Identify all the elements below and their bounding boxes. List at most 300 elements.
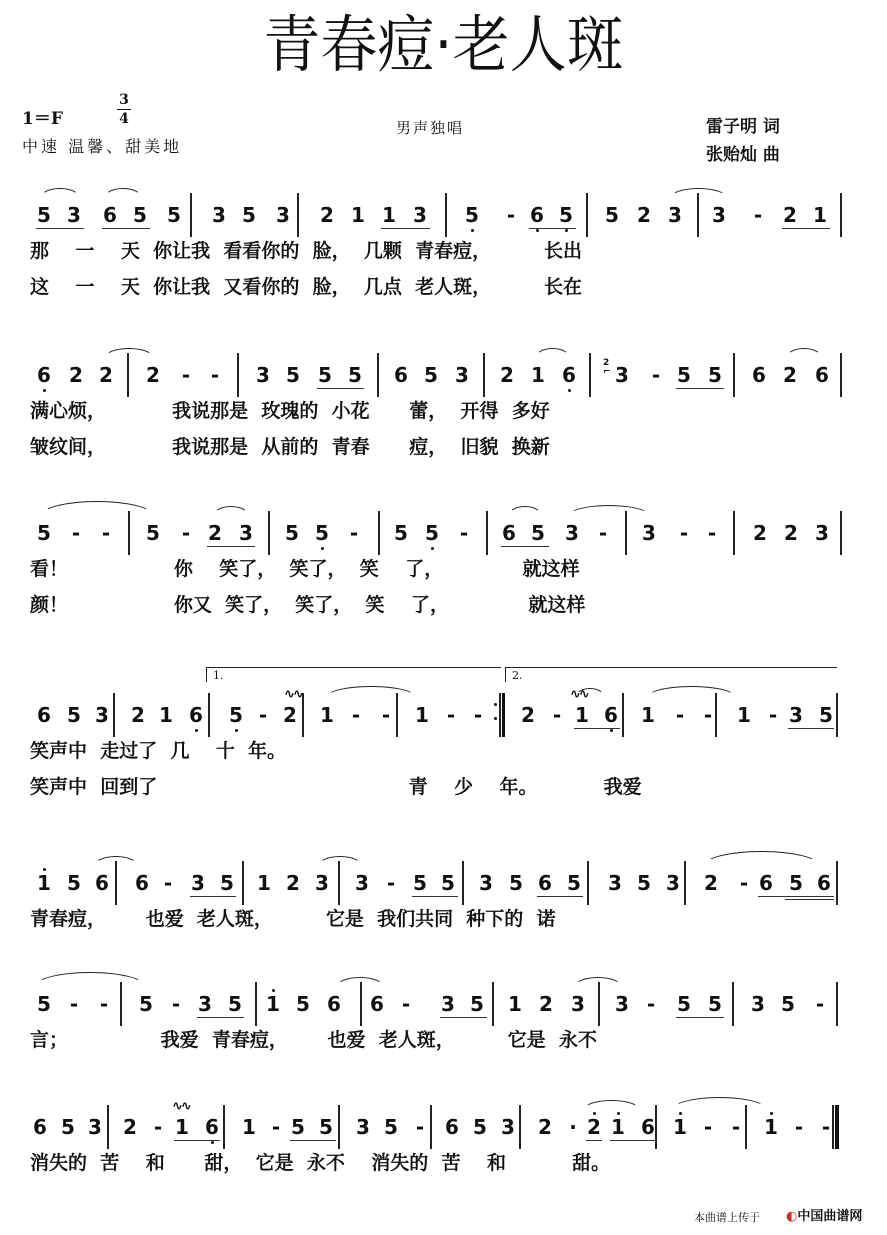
dash: -: [753, 203, 763, 227]
dash: -: [703, 1115, 713, 1139]
note: 5: [133, 203, 147, 227]
note: 5: [677, 992, 691, 1016]
barline: [486, 511, 488, 555]
note: 5: [285, 521, 299, 545]
logo-text: 中国曲谱网: [797, 1209, 863, 1224]
barline: [598, 982, 600, 1026]
note: 6: [752, 363, 766, 387]
note: 1: [265, 994, 281, 1014]
dash: -: [210, 363, 220, 387]
slur: [508, 506, 542, 516]
barline: [625, 511, 627, 555]
note: 3: [815, 521, 829, 545]
note: 5: [146, 521, 160, 545]
dash: -: [153, 1115, 163, 1139]
rhythm-underline: [785, 899, 834, 900]
note: 3: [191, 871, 205, 895]
note: 6: [815, 363, 829, 387]
note: 2: [783, 363, 797, 387]
rhythm-underline: [102, 228, 150, 229]
note: 6: [95, 871, 109, 895]
note: 1: [36, 873, 52, 893]
note: 1: [672, 1117, 688, 1137]
barline: [840, 193, 842, 237]
mordent-icon: ∿∿: [172, 1099, 190, 1114]
dash: -: [552, 703, 562, 727]
volta-bracket: [505, 667, 837, 682]
note: 5: [708, 363, 722, 387]
octave-up-dot: [679, 1112, 682, 1115]
dash: -: [181, 363, 191, 387]
barline: [732, 982, 734, 1026]
note: 2: [586, 1117, 602, 1137]
note: 2: [538, 1115, 552, 1139]
note: 5: [567, 871, 581, 895]
note: 3: [441, 992, 455, 1016]
note: 5: [424, 363, 438, 387]
barline: [733, 353, 735, 397]
barline: [223, 1105, 225, 1149]
note: 5: [413, 871, 427, 895]
dash: -: [794, 1115, 804, 1139]
note: 5: [348, 363, 362, 387]
dash: -: [386, 871, 396, 895]
dash: -: [707, 521, 717, 545]
barline: [378, 511, 380, 555]
barline: [338, 1105, 340, 1149]
note: 6: [502, 521, 516, 545]
barline: [360, 982, 362, 1026]
tempo-marking: 中速 温馨、甜美地: [22, 137, 183, 156]
note: 1: [737, 703, 751, 727]
dash: -: [446, 703, 456, 727]
note: 3: [615, 992, 629, 1016]
octave-down-dot: [610, 729, 613, 732]
rhythm-underline: [190, 896, 236, 897]
barline: [113, 693, 115, 737]
barline: [237, 353, 239, 397]
barline: [430, 1105, 432, 1149]
barline: [622, 693, 624, 737]
barline: [268, 511, 270, 555]
barline: [107, 1105, 109, 1149]
dash: -: [71, 521, 81, 545]
note: 6: [135, 871, 149, 895]
slur: [574, 977, 622, 987]
note: 1: [531, 363, 545, 387]
note: 2: [69, 363, 83, 387]
note: 5: [781, 992, 795, 1016]
note: 1: [257, 871, 271, 895]
octave-down-dot: [235, 729, 238, 732]
slur: [670, 188, 727, 198]
volta-label: 1.: [213, 669, 224, 682]
barline: [115, 861, 117, 905]
note: 5: [37, 521, 51, 545]
note: 3: [501, 1115, 515, 1139]
slur: [104, 348, 154, 358]
note: 6: [394, 363, 408, 387]
lyric-verse-2: 颜！ 你又 笑了， 笑了， 笑 了， 就这样: [30, 594, 586, 616]
barline: [587, 861, 589, 905]
lyricist-credit: 雷子明 词: [706, 117, 780, 137]
note: 5: [509, 871, 523, 895]
rhythm-underline: [412, 896, 458, 897]
barline: [745, 1105, 747, 1149]
slur: [104, 188, 142, 198]
dash: -: [258, 703, 268, 727]
note: 2: [704, 871, 718, 895]
barline: [483, 353, 485, 397]
slur: [786, 348, 822, 358]
dash: -: [415, 1115, 425, 1139]
note: 1: [641, 703, 655, 727]
volta-label: 2.: [512, 669, 523, 682]
rhythm-underline: [317, 388, 364, 389]
note: 2: [784, 521, 798, 545]
note: 1: [610, 1117, 626, 1137]
slur: [703, 851, 820, 866]
note: 5: [61, 1115, 75, 1139]
rhythm-underline: [529, 228, 576, 229]
rhythm-underline: [574, 728, 620, 729]
barline: [492, 982, 494, 1026]
note: 3: [67, 203, 81, 227]
note: 3: [212, 203, 226, 227]
note: 5: [37, 992, 51, 1016]
slur: [40, 188, 80, 198]
dash: -: [271, 1115, 281, 1139]
rhythm-underline: [586, 1140, 602, 1141]
barline: [655, 1105, 657, 1149]
volta-bracket: [206, 667, 501, 682]
note: 3: [571, 992, 585, 1016]
time-signature-bottom: 4: [119, 111, 129, 127]
note: 5: [531, 521, 545, 545]
note: 6: [529, 205, 545, 225]
rhythm-underline: [758, 896, 834, 897]
barline: [302, 693, 304, 737]
lyric-verse-2: 这 一 天 你让我 又看你的 脸， 几点 老人斑， 长在: [30, 276, 582, 298]
note: 5: [473, 1115, 487, 1139]
note: 3: [239, 521, 253, 545]
note: 1: [415, 703, 429, 727]
note: 2: [99, 363, 113, 387]
logo-icon: ◐: [786, 1209, 798, 1224]
dash: -: [181, 521, 191, 545]
note: 1: [813, 203, 827, 227]
song-title: 青春痘·老人斑: [263, 8, 624, 81]
note: 2: [131, 703, 145, 727]
note: 5: [318, 363, 332, 387]
note: 5: [296, 992, 310, 1016]
barline: [127, 353, 129, 397]
note: 5: [605, 203, 619, 227]
note: 3: [712, 203, 726, 227]
dash: -: [99, 992, 109, 1016]
slur: [646, 686, 737, 698]
note: 1: [763, 1117, 779, 1137]
dash: -: [731, 1115, 741, 1139]
note: 1: [175, 1115, 189, 1139]
note: 5: [789, 871, 803, 895]
note: 5: [139, 992, 153, 1016]
dash: -: [821, 1115, 831, 1139]
note: 5: [291, 1115, 305, 1139]
barline: [733, 511, 735, 555]
note: 3: [565, 521, 579, 545]
note: 3: [276, 203, 290, 227]
note: 5: [167, 203, 181, 227]
barline: [715, 693, 717, 737]
note: 5: [677, 363, 691, 387]
note: 6: [204, 1117, 220, 1137]
note: 3: [608, 871, 622, 895]
note: 2: [320, 203, 334, 227]
dash: -: [459, 521, 469, 545]
note: 6: [561, 365, 577, 385]
mordent-icon: ∿∿: [570, 687, 588, 702]
note: 2: [286, 871, 300, 895]
barline: [190, 193, 192, 237]
dash: -: [163, 871, 173, 895]
note: 6: [33, 1115, 47, 1139]
note: 5: [319, 1115, 333, 1139]
octave-up-dot: [770, 1112, 773, 1115]
note: 3: [413, 203, 427, 227]
note: 1: [382, 203, 396, 227]
barline: [836, 861, 838, 905]
key-signature: 1＝F: [22, 109, 63, 129]
dash: -: [675, 703, 685, 727]
rhythm-underline: [676, 388, 724, 389]
octave-down-dot: [536, 229, 539, 232]
note: 5: [558, 205, 574, 225]
barline: [338, 861, 340, 905]
rhythm-underline: [290, 1140, 336, 1141]
note: 1: [508, 992, 522, 1016]
note: 3: [666, 871, 680, 895]
site-logo[interactable]: [786, 1205, 862, 1224]
note: ·: [569, 1115, 577, 1139]
note: 5: [708, 992, 722, 1016]
note: 6: [188, 705, 204, 725]
slur: [535, 348, 570, 358]
dash: -: [506, 203, 516, 227]
lyric-verse-2: 笑声中 回到了 青 少 年。 我爱: [30, 776, 642, 798]
repeat-end-barline: [494, 693, 504, 737]
dash: -: [815, 992, 825, 1016]
dash: -: [651, 363, 661, 387]
note: 6: [327, 992, 341, 1016]
note: 6: [103, 203, 117, 227]
note: 6: [445, 1115, 459, 1139]
lyric-verse-1: 看！ 你 笑了， 笑了， 笑 了， 就这样: [30, 558, 580, 580]
barline: [684, 861, 686, 905]
note: 5: [220, 871, 234, 895]
note: 2: [521, 703, 535, 727]
final-barline: [832, 1105, 840, 1149]
octave-up-dot: [593, 1112, 596, 1115]
dash: -: [349, 521, 359, 545]
note: 3: [355, 871, 369, 895]
octave-down-dot: [211, 1141, 214, 1144]
note: 5: [37, 203, 51, 227]
octave-down-dot: [471, 229, 474, 232]
note: 6: [37, 703, 51, 727]
note: 5: [67, 703, 81, 727]
octave-down-dot: [195, 729, 198, 732]
rhythm-underline: [537, 896, 583, 897]
barline: [120, 982, 122, 1026]
note: 5: [819, 703, 833, 727]
note: 3: [455, 363, 469, 387]
note: 1: [575, 703, 589, 727]
rhythm-underline: [207, 546, 255, 547]
note: 6: [603, 705, 619, 725]
slur: [583, 1100, 640, 1110]
note: 6: [641, 1115, 655, 1139]
lyric-verse-2: 皱纹间， 我说那是 从前的 青春 痘， 旧貌 换新: [30, 436, 550, 458]
dash: -: [69, 992, 79, 1016]
note: 5: [441, 871, 455, 895]
note: 2: [500, 363, 514, 387]
slur: [94, 856, 138, 866]
octave-up-dot: [617, 1112, 620, 1115]
dash: -: [351, 703, 361, 727]
time-signature-top: 3: [119, 92, 129, 108]
note: 2: [783, 203, 797, 227]
barline: [697, 193, 699, 237]
note: 5: [286, 363, 300, 387]
octave-up-dot: [43, 868, 46, 871]
lyric-verse-1: 满心烦， 我说那是 玫瑰的 小花 蕾， 开得 多好: [30, 400, 550, 422]
note: 3: [751, 992, 765, 1016]
note: 6: [817, 871, 831, 895]
note: 2: [539, 992, 553, 1016]
lyric-verse-1: 笑声中 走过了 几 十 年。: [30, 740, 287, 762]
barline: [128, 511, 130, 555]
slur: [34, 972, 146, 987]
barline: [519, 1105, 521, 1149]
barline: [462, 861, 464, 905]
note: 2: [637, 203, 651, 227]
octave-down-dot: [568, 389, 571, 392]
note: 5: [470, 992, 484, 1016]
octave-down-dot: [565, 229, 568, 232]
barline: [396, 693, 398, 737]
dash: -: [401, 992, 411, 1016]
lyric-verse-1: 消失的 苦 和 甜， 它是 永不 消失的 苦 和 甜。: [30, 1152, 611, 1174]
dash: -: [473, 703, 483, 727]
octave-down-dot: [321, 547, 324, 550]
octave-down-dot: [43, 389, 46, 392]
note: 3: [88, 1115, 102, 1139]
note: 5: [228, 992, 242, 1016]
barline: [589, 353, 591, 397]
rhythm-underline: [676, 1017, 724, 1018]
note: 2: [208, 521, 222, 545]
note: 3: [668, 203, 682, 227]
barline: [840, 511, 842, 555]
rhythm-underline: [36, 228, 84, 229]
time-signature: [117, 92, 131, 127]
barline: [836, 982, 838, 1026]
note: 3: [95, 703, 109, 727]
note: 5: [464, 205, 480, 225]
note: 6: [538, 871, 552, 895]
note: 5: [314, 523, 330, 543]
octave-down-dot: [431, 547, 434, 550]
note: 1: [159, 703, 173, 727]
note: 5: [67, 871, 81, 895]
note: 5: [384, 1115, 398, 1139]
lyric-verse-1: 那 一 天 你让我 看看你的 脸， 几颗 青春痘， 长出: [30, 240, 582, 262]
dash: -: [381, 703, 391, 727]
rhythm-underline: [440, 1017, 487, 1018]
dash: -: [101, 521, 111, 545]
barline: [297, 193, 299, 237]
slur: [40, 501, 154, 516]
dash: -: [598, 521, 608, 545]
rhythm-underline: [501, 546, 549, 547]
note: 3: [789, 703, 803, 727]
note: 2: [123, 1115, 137, 1139]
note: 2: [283, 703, 297, 727]
upload-note: 本曲谱上传于: [694, 1211, 760, 1224]
note: 1: [351, 203, 365, 227]
barline: [445, 193, 447, 237]
composer-credit: 张贻灿 曲: [706, 145, 780, 165]
barline: [840, 353, 842, 397]
note: 5: [228, 705, 244, 725]
barline: [242, 861, 244, 905]
dash: -: [768, 703, 778, 727]
rhythm-underline: [782, 228, 830, 229]
note: 6: [759, 871, 773, 895]
performance-type: 男声独唱: [396, 119, 465, 137]
note: 3: [615, 363, 629, 387]
slur: [325, 686, 417, 698]
lyric-verse-1: 青春痘， 也爱 老人斑， 它是 我们共同 种下的 诺: [30, 908, 556, 930]
note: 3: [256, 363, 270, 387]
dash: -: [679, 521, 689, 545]
octave-up-dot: [272, 989, 275, 992]
rhythm-underline: [197, 1017, 244, 1018]
rhythm-underline: [788, 728, 834, 729]
grace-note: 2 ⌐: [603, 358, 611, 377]
dash: -: [703, 703, 713, 727]
note: 5: [424, 523, 440, 543]
note: 2: [146, 363, 160, 387]
note: 5: [637, 871, 651, 895]
barline: [377, 353, 379, 397]
note: 6: [370, 992, 384, 1016]
note: 5: [394, 521, 408, 545]
note: 3: [642, 521, 656, 545]
note: 2: [753, 521, 767, 545]
slur: [318, 856, 362, 866]
note: 6: [36, 365, 52, 385]
lyric-verse-1: 言； 我爱 青春痘， 也爱 老人斑， 它是 永不: [30, 1029, 597, 1051]
note: 3: [198, 992, 212, 1016]
note: 5: [242, 203, 256, 227]
dash: -: [171, 992, 181, 1016]
note: 3: [315, 871, 329, 895]
slur: [213, 506, 249, 516]
rhythm-underline: [381, 228, 430, 229]
note: 3: [479, 871, 493, 895]
